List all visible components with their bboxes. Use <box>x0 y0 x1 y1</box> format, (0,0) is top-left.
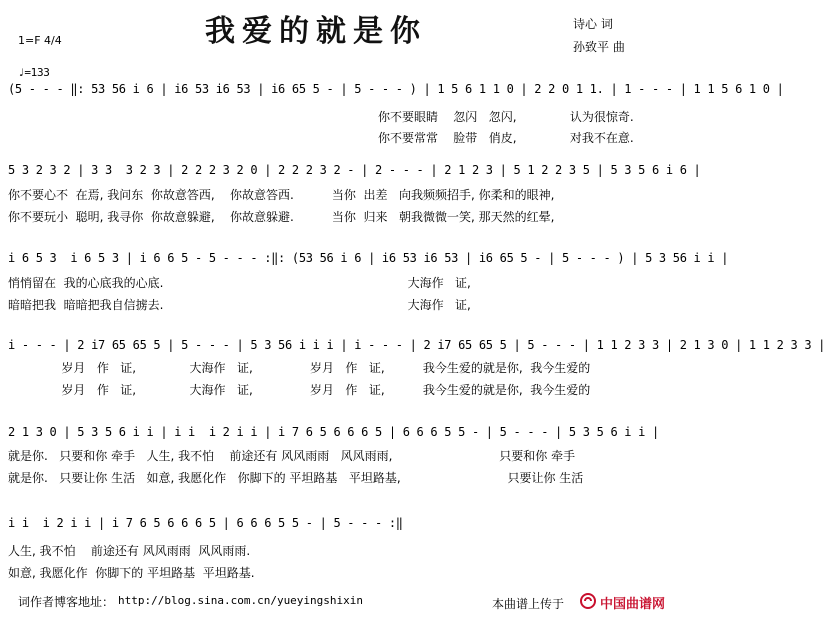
lyric-row-2-verse-1: 你不要心不 在焉, 我问东 你故意答西, 你故意答西. 当你 出差 向我频频招手, 你柔和的眼神, <box>8 188 555 202</box>
lyric-row-2-verse-2: 你不要玩小 聪明, 我寻你 你故意躲避, 你故意躲避. 当你 归来 朝我微微一笑, 那天然的红晕, <box>8 210 555 224</box>
lyric-row-4-verse-1: 岁月 作 证, 大海作 证, 岁月 作 证, 我今生爱的就是你, 我今生爱的 <box>8 361 591 375</box>
tempo-marking: ♩=133 <box>18 66 50 79</box>
lyric-row-6-verse-2: 如意, 我愿化作 你脚下的 平坦路基 平坦路基. <box>8 566 255 580</box>
lyric-row-4-verse-2: 岁月 作 证, 大海作 证, 岁月 作 证, 我今生爱的就是你, 我今生爱的 <box>8 383 591 397</box>
notation-row-4: i - - - | 2 i7 65 65 5 | 5 - - - | 5 3 56 i i i | i - - - | 2 i7 65 65 5 | 5 - - - | 1 1 2 3 3 | 2 1 3 0 | 1 1 2 3 3 | <box>8 338 825 352</box>
lyric-row-3-verse-2: 暗暗把我 暗暗把我自信掳去. 大海作 证, <box>8 298 471 312</box>
notation-row-2: 5 3 2 3 2 | 3 3 3 2 3 | 2 2 2 3 2 0 | 2 2 2 3 2 - | 2 - - - | 2 1 2 3 | 5 1 2 2 3 5 | 5 3 5 6 i 6 | <box>8 163 701 177</box>
notation-row-5: 2 1 3 0 | 5 3 5 6 i i | i i i 2 i i | i 7 6 5 6 6 6 5 | 6 6 6 5 5 - | 5 - - - | 5 3 5 6 i i | <box>8 425 659 439</box>
lyric-row-5-verse-1: 就是你. 只要和你 牵手 人生, 我不怕 前途还有 风风雨雨 风风雨雨, 只要和你 牵手 <box>8 449 576 463</box>
notation-row-3: i 6 5 3 i 6 5 3 | i 6 6 5 - 5 - - - :‖: (53 56 i 6 | i6 53 i6 53 | i6 65 5 - | 5 - - - ) | 5 3 56 i i | <box>8 251 729 265</box>
notation-row-1: (5 - - - ‖: 53 56 i 6 | i6 53 i6 53 | i6 65 5 - | 5 - - - ) | 1 5 6 1 1 0 | 2 2 0 1 1. | 1 - - - | 1 1 5 6 1 0 | <box>8 82 784 96</box>
blog-url-link[interactable]: http://blog.sina.com.cn/yueyingshixin <box>118 594 364 607</box>
brand-name-link[interactable]: 中国曲谱网 <box>600 597 666 612</box>
lyricist-credit: 诗心 词 <box>573 17 613 31</box>
upload-label: 本曲谱上传于 <box>492 597 565 611</box>
composer-credit: 孙致平 曲 <box>573 40 625 54</box>
key-signature: 1=F 4/4 <box>18 34 62 47</box>
lyric-row-1-verse-1: 你不要眼睛 忽闪 忽闪, 认为很惊奇. <box>378 110 634 124</box>
blog-label: 词作者博客地址： <box>18 595 115 609</box>
brand-logo-icon <box>580 593 596 609</box>
lyric-row-5-verse-2: 就是你. 只要让你 生活 如意, 我愿化作 你脚下的 平坦路基 平坦路基, 只要让你 生活 <box>8 471 584 485</box>
song-title: 我爱的就是你 <box>205 14 427 49</box>
notation-row-6: i i i 2 i i | i 7 6 5 6 6 6 5 | 6 6 6 5 5 - | 5 - - - :‖ <box>8 516 403 530</box>
lyric-row-3-verse-1: 悄悄留在 我的心底我的心底. 大海作 证, <box>8 276 471 290</box>
lyric-row-1-verse-2: 你不要常常 脸带 俏皮, 对我不在意. <box>378 131 634 145</box>
lyric-row-6-verse-1: 人生, 我不怕 前途还有 风风雨雨 风风雨雨. <box>8 544 251 558</box>
